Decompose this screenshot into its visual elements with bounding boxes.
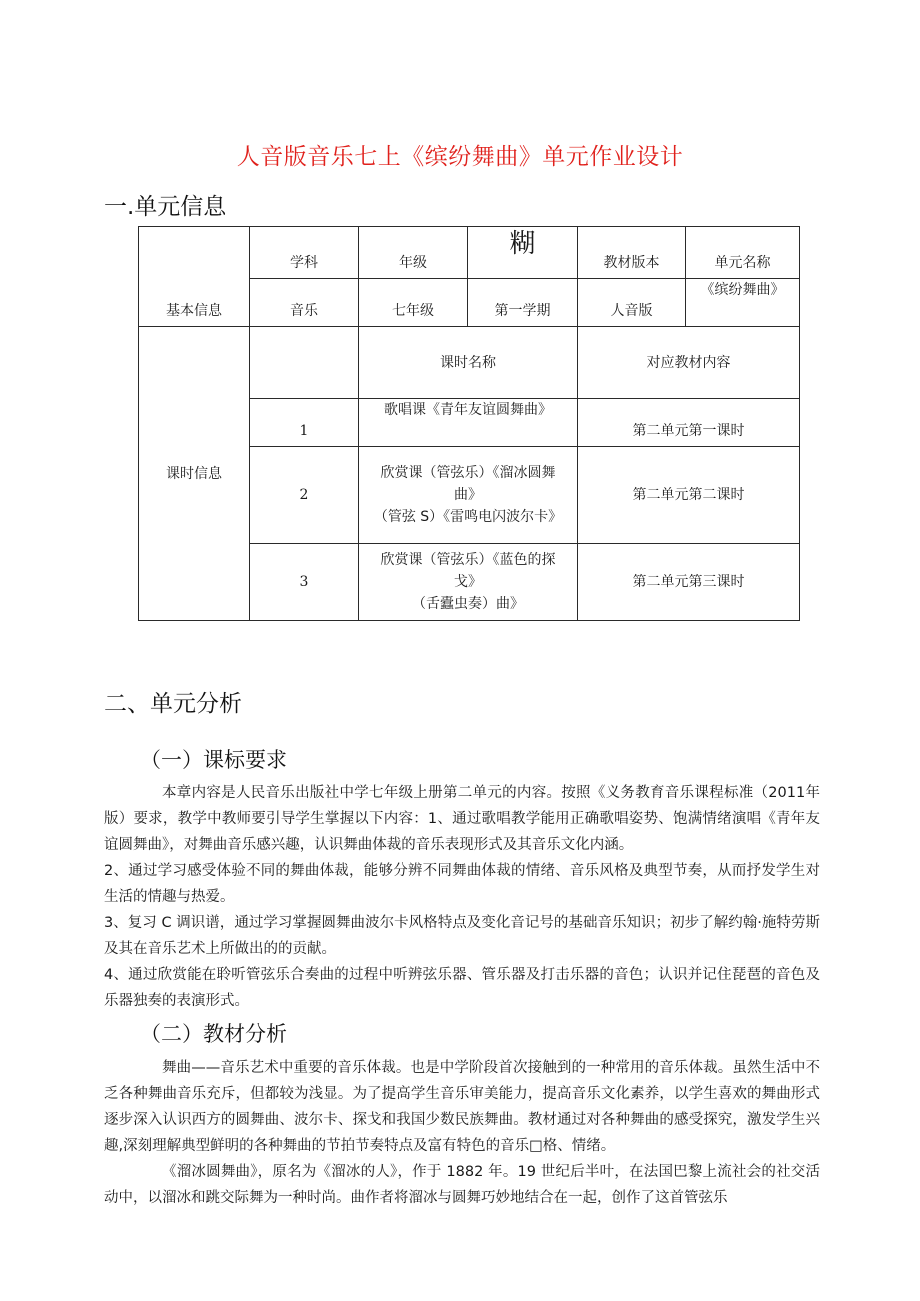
value-grade: 七年级 [359,279,468,327]
lesson-number: 1 [250,399,359,447]
lesson-name-line: 欣赏课（管弦乐）《溜冰圆舞 [380,465,556,481]
lesson-info-label: 课时信息 [139,327,250,621]
value-term: 第一学期 [468,279,578,327]
header-subject: 学科 [250,227,359,279]
header-textbook-edition: 教材版本 [578,227,686,279]
basic-info-label: 基本信息 [139,227,250,327]
lesson-content: 第二单元第三课时 [578,544,800,621]
curriculum-paragraph: 本章内容是人民音乐出版社中学七年级上册第二单元的内容。按照《义务教育音乐课程标准（2011年版）要求，教学中教师要引导学生掌握以下内容：1、通过歌唱教学能用正确歌唱姿势、饱满情绪演唱《青年友谊圆舞曲》，对舞曲音乐感兴趣，认识舞曲体裁的音乐表现形式及其音乐文化内涵。 [104,785,820,853]
lesson-content-header: 对应教材内容 [578,327,800,399]
textbook-paragraph: 《溜冰圆舞曲》，原名为《溜冰的人》，作于 1882 年。19 世纪后半叶，在法国巴黎上流社会的社交活动中，以溜冰和跳交际舞为一种时尚。曲作者将溜冰与圆舞巧妙地结合在一起，创作了这首管弦乐 [104,1164,820,1206]
header-term: 糊 [468,227,578,279]
lesson-name-line: （舌蠹虫奏）曲》 [412,596,524,612]
lesson-name [359,447,578,544]
lesson-name-header: 课时名称 [359,327,578,399]
document-title: 人音版音乐七上《缤纷舞曲》单元作业设计 [236,144,684,170]
header-grade: 年级 [359,227,468,279]
curriculum-paragraph: 4、通过欣赏能在聆听管弦乐合奏曲的过程中听辨弦乐器、管乐器及打击乐器的音色；认识并记住琵琶的音色及乐器独奏的表演形式。 [104,967,820,1009]
lesson-num-header-cell [250,327,359,399]
lesson-name-line: 戈》 [454,574,482,590]
lesson-number: 3 [250,544,359,621]
lesson-content: 第二单元第二课时 [578,447,800,544]
lesson-name-line: 欣赏课（管弦乐）《蓝色的探 [380,552,556,568]
subsection-heading-textbook: （二）教材分析 [140,1022,287,1046]
value-subject: 音乐 [250,279,359,327]
subsection-heading-curriculum: （一）课标要求 [140,748,287,772]
unit-info-table [138,226,800,621]
curriculum-paragraph: 2、通过学习感受体验不同的舞曲体裁，能够分辨不同舞曲体裁的情绪、音乐风格及典型节奏，从而抒发学生对生活的情趣与热爱。 [104,863,820,905]
lesson-name [359,544,578,621]
lesson-number: 2 [250,447,359,544]
lesson-name-line: 曲》 [454,487,482,503]
section-heading-unit-info: 一.单元信息 [104,194,227,220]
value-unit-name: 《缤纷舞曲》 [686,279,800,327]
lesson-name: 歌唱课《青年友谊圆舞曲》 [359,399,578,447]
header-unit-name: 单元名称 [686,227,800,279]
value-textbook-edition: 人音版 [578,279,686,327]
lesson-content: 第二单元第一课时 [578,399,800,447]
lesson-name-line: （管弦 S）《雷鸣电闪波尔卡》 [373,509,563,525]
section-heading-unit-analysis: 二、单元分析 [104,691,242,717]
curriculum-paragraph: 3、复习 C 调识谱，通过学习掌握圆舞曲波尔卡风格特点及变化音记号的基础音乐知识；初步了解约翰·施特劳斯及其在音乐艺术上所做出的的贡献。 [104,915,820,957]
textbook-paragraph: 舞曲——音乐艺术中重要的音乐体裁。也是中学阶段首次接触到的一种常用的音乐体裁。虽然生活中不乏各种舞曲音乐充斥，但都较为浅显。为了提高学生音乐审美能力，提高音乐文化素养，以学生喜欢的舞曲形式逐步深入认识西方的圆舞曲、波尔卡、探戈和我国少数民族舞曲。教材通过对各种舞曲的感受探究，激发学生兴趣,深刻理解典型鲜明的各种舞曲的节拍节奏特点及富有特色的音乐□格、情绪。 [104,1060,820,1154]
